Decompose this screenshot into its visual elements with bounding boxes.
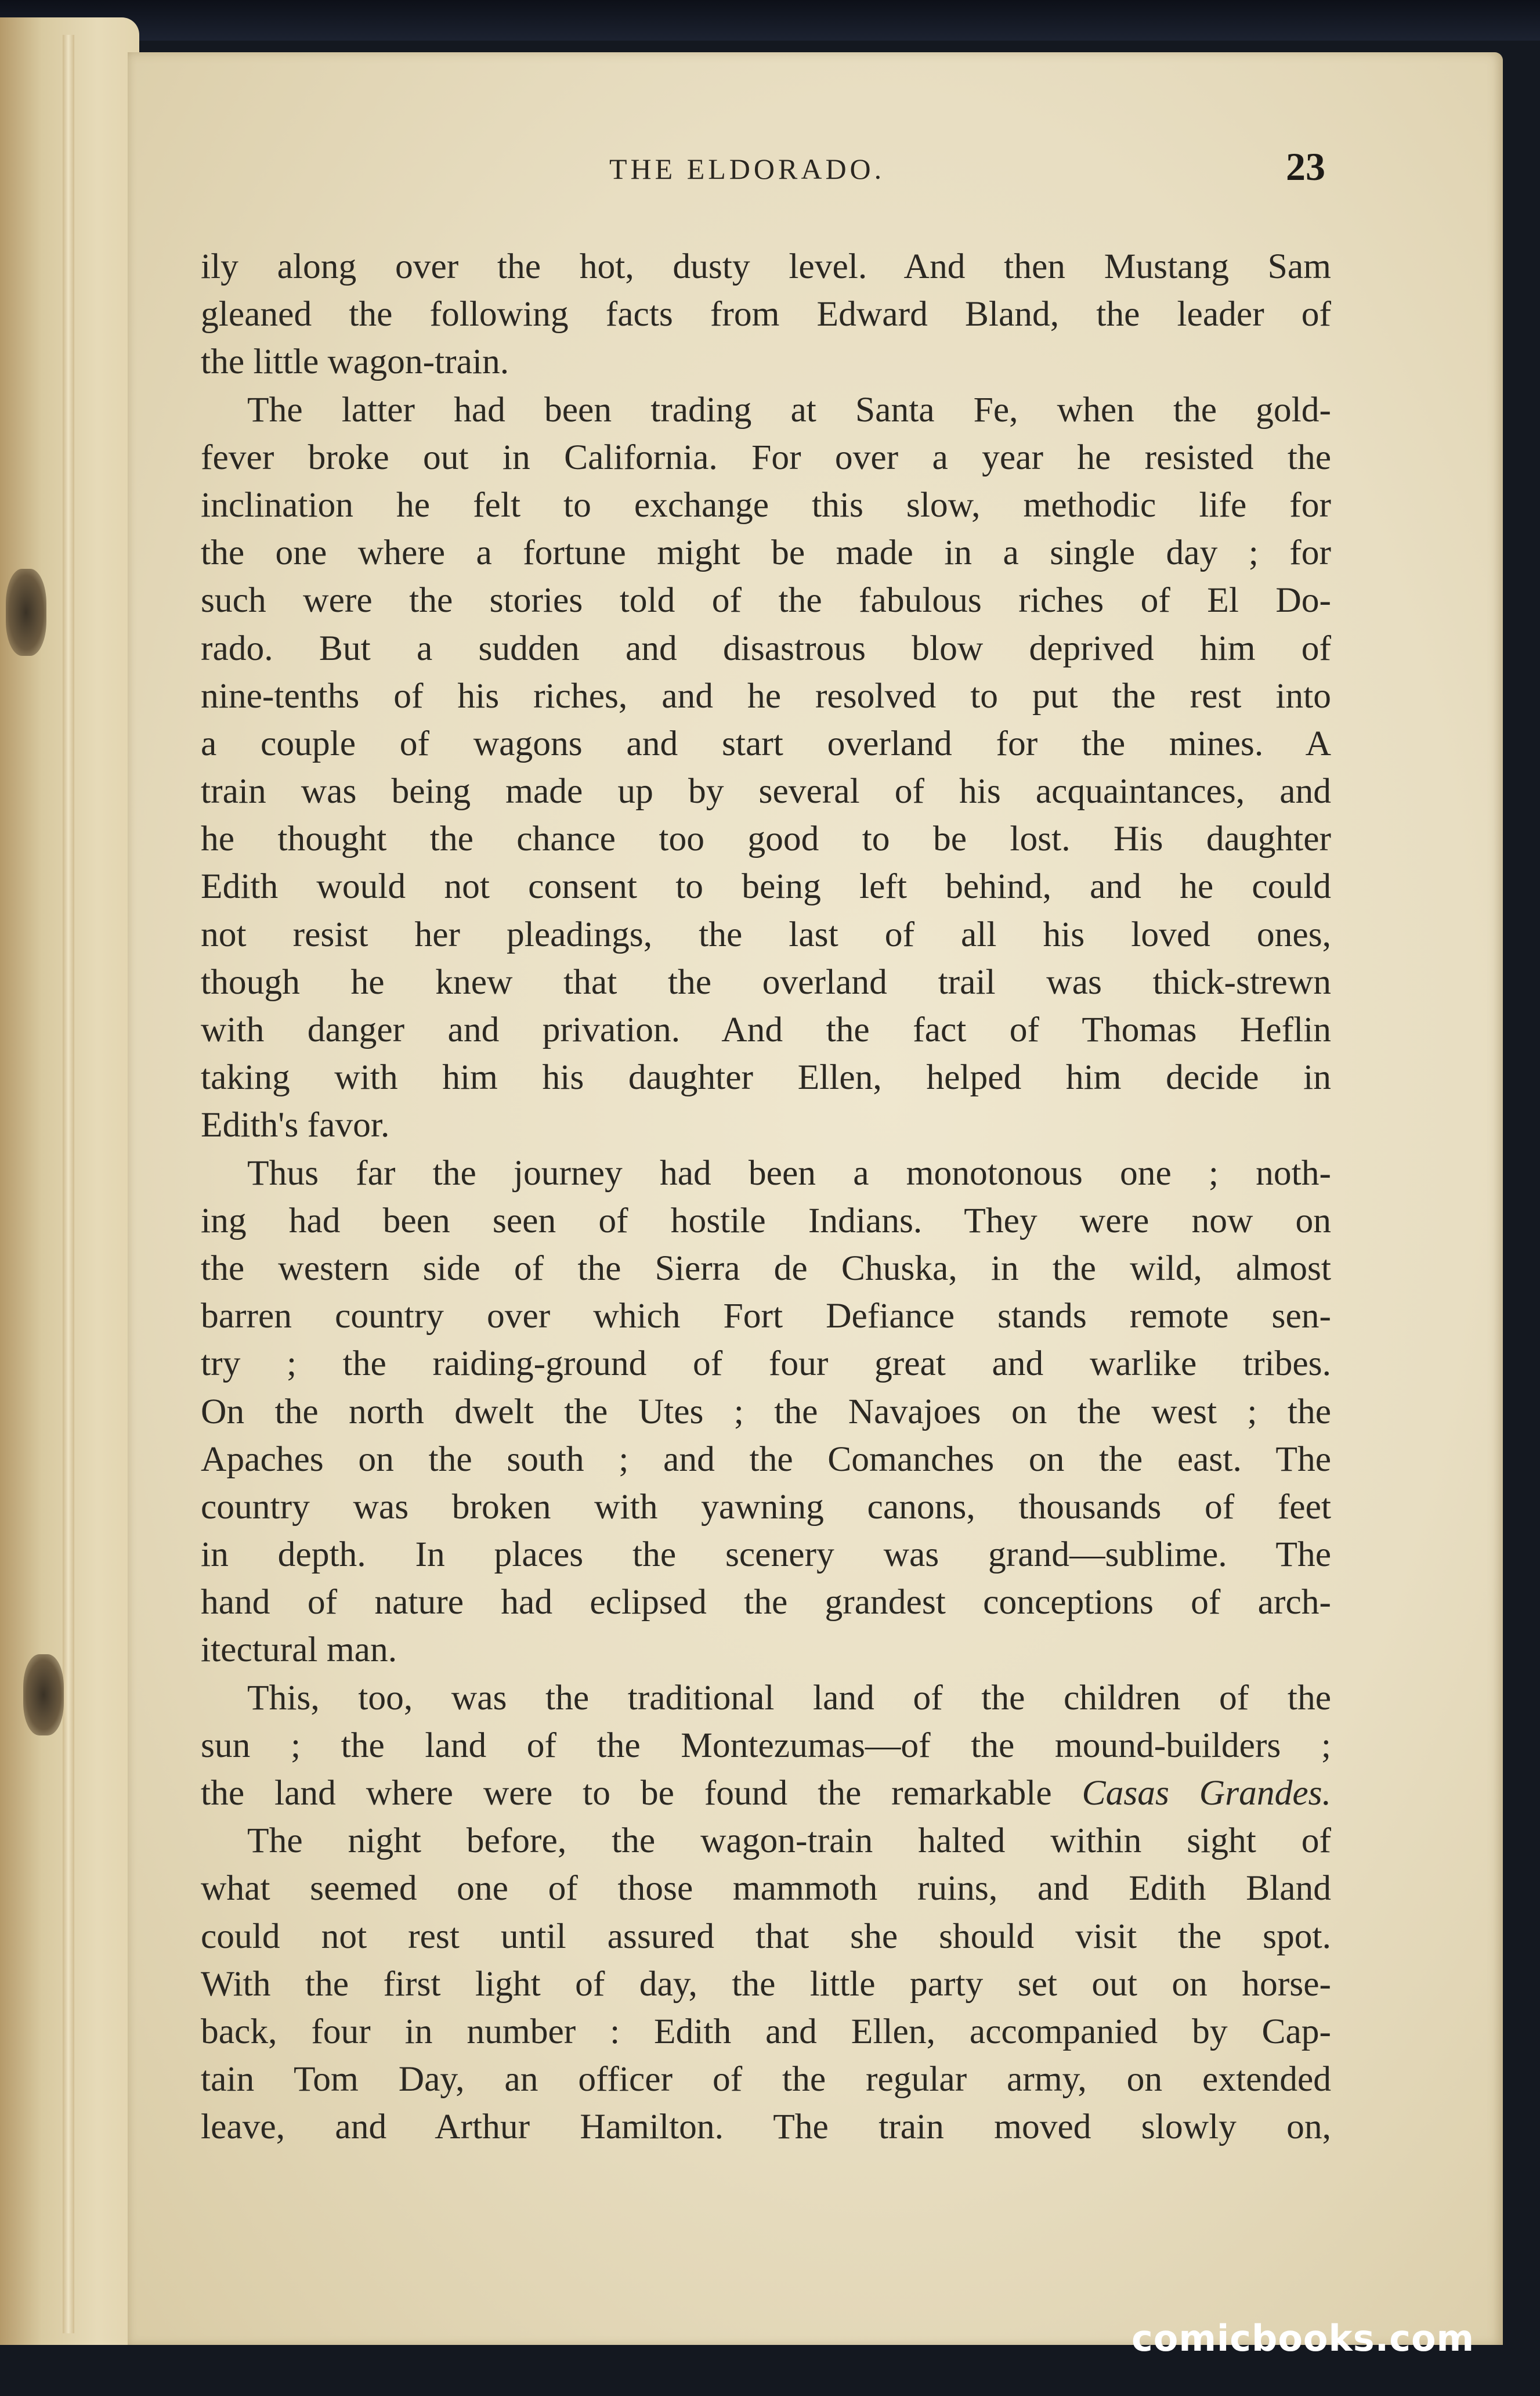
text-line xyxy=(201,1531,1331,1578)
text-line-content: such were the stories told of the fabulous riches of El Do- xyxy=(201,580,1331,620)
text-line-content: The night before, the wagon-train halted within sight of xyxy=(247,1821,1331,1861)
text-line xyxy=(201,1483,1331,1531)
text-line-content: Edith's favor. xyxy=(201,1105,390,1145)
text-line-content: barren country over which Fort Defiance stands remote sen- xyxy=(201,1296,1331,1336)
text-line xyxy=(201,2103,1331,2150)
text-line-content: rado. But a sudden and disastrous blow deprived him of xyxy=(201,628,1331,668)
text-line xyxy=(201,1578,1331,1626)
text-line xyxy=(201,481,1331,529)
binding-stitch-hole xyxy=(6,569,46,656)
binding-stitch-hole xyxy=(23,1654,64,1735)
text-line-content: with danger and privation. And the fact of Thomas Heflin xyxy=(201,1010,1331,1049)
text-line-content: train was being made up by several of his acquaintances, and xyxy=(201,771,1331,811)
text-line-content: the little wagon-train. xyxy=(201,342,509,382)
text-line xyxy=(201,338,1331,385)
text-line-content: try ; the raiding-ground of four great and warlike tribes. xyxy=(201,1344,1331,1384)
text-line xyxy=(201,1435,1331,1483)
text-line xyxy=(201,529,1331,576)
text-line xyxy=(201,2008,1331,2055)
text-line-content: not resist her pleadings, the last of all his loved ones, xyxy=(201,914,1331,954)
text-line-content: With the first light of day, the little party set out on horse- xyxy=(201,1964,1331,2004)
page-number: 23 xyxy=(1286,145,1325,189)
text-line xyxy=(201,290,1331,338)
text-line xyxy=(201,1101,1331,1149)
text-line xyxy=(201,434,1331,481)
text-line-content: a couple of wagons and start overland for the mines. A xyxy=(201,723,1331,763)
text-line-content: The latter had been trading at Santa Fe, when the gold- xyxy=(247,389,1331,430)
text-line-content: itectural man. xyxy=(201,1630,397,1670)
text-line-content: gleaned the following facts from Edward Bland, the leader of xyxy=(201,294,1331,334)
text-line xyxy=(201,386,1331,434)
text-line xyxy=(201,243,1331,290)
text-line-content: could not rest until assured that she should visit the spot. xyxy=(201,1916,1331,1956)
scan-top-border xyxy=(0,0,1540,41)
spine-fold xyxy=(63,35,74,2333)
text-line-content: taking with him his daughter Ellen, helped him decide in xyxy=(201,1058,1331,1098)
text-line xyxy=(201,911,1331,958)
text-line-content: tain Tom Day, an officer of the regular army, on extended xyxy=(201,2059,1331,2099)
text-line xyxy=(201,1674,1331,1722)
text-line xyxy=(201,1960,1331,2008)
text-line xyxy=(201,720,1331,767)
text-line-content: ily along over the hot, dusty level. And then Mustang Sam xyxy=(201,247,1331,286)
text-line-content: though he knew that the overland trail was thick-strewn xyxy=(201,962,1331,1002)
text-line-content: Thus far the journey had been a monotonous one ; noth- xyxy=(247,1153,1331,1193)
text-line xyxy=(201,576,1331,624)
text-line xyxy=(201,1388,1331,1435)
site-watermark: comicbooks.com xyxy=(1131,2317,1475,2359)
text-line xyxy=(201,625,1331,672)
text-line-content: country was broken with yawning canons, thousands of feet xyxy=(201,1486,1331,1527)
text-line-content: This, too, was the traditional land of the children of the xyxy=(247,1677,1331,1717)
running-header: THE ELDORADO. xyxy=(609,153,885,185)
text-line-content: fever broke out in California. For over a year he resisted the xyxy=(201,437,1331,477)
text-line-content: hand of nature had eclipsed the grandest conceptions of arch- xyxy=(201,1582,1331,1622)
text-line xyxy=(201,1722,1331,1769)
text-line-content: what seemed one of those mammoth ruins, and Edith Bland xyxy=(201,1868,1331,1908)
text-line xyxy=(201,815,1331,863)
text-line-content: the western side of the Sierra de Chuska, in the wild, almost xyxy=(201,1248,1331,1288)
text-line xyxy=(201,1053,1331,1101)
text-line-content: the land where were to be found the remarkable xyxy=(201,1773,1082,1813)
text-line xyxy=(201,1340,1331,1387)
text-line-content: nine-tenths of his riches, and he resolved to put the rest into xyxy=(201,676,1331,716)
text-line-content: On the north dwelt the Utes ; the Navajoes on the west ; the xyxy=(201,1391,1331,1431)
body-text xyxy=(201,243,1331,2151)
text-line xyxy=(201,863,1331,910)
text-line xyxy=(201,2055,1331,2103)
text-line xyxy=(201,1197,1331,1244)
text-line-content: in depth. In places the scenery was grand—sublime. The xyxy=(201,1535,1331,1575)
text-line xyxy=(201,1292,1331,1340)
text-line xyxy=(201,1244,1331,1292)
text-line xyxy=(201,1817,1331,1864)
text-line xyxy=(201,1769,1331,1817)
text-line xyxy=(201,672,1331,720)
text-line-content: inclination he felt to exchange this slow, methodic life for xyxy=(201,485,1331,525)
text-line-content: Apaches on the south ; and the Comanches on the east. The xyxy=(201,1439,1331,1479)
text-line-content: Edith would not consent to being left behind, and he could xyxy=(201,867,1331,907)
text-line-content: sun ; the land of the Montezumas—of the mound-builders ; xyxy=(201,1725,1331,1765)
text-line-content: ing had been seen of hostile Indians. They were now on xyxy=(201,1200,1331,1240)
text-line xyxy=(201,1626,1331,1673)
text-line-content: back, four in number : Edith and Ellen, accompanied by Cap- xyxy=(201,2011,1331,2051)
text-line-content: he thought the chance too good to be lost. His daughter xyxy=(201,819,1331,859)
text-line xyxy=(201,958,1331,1006)
text-line xyxy=(201,1864,1331,1912)
text-line xyxy=(201,767,1331,815)
italic-text: Casas Grandes. xyxy=(1082,1773,1331,1813)
text-line xyxy=(201,1913,1331,1960)
text-line-content: leave, and Arthur Hamilton. The train moved slowly on, xyxy=(201,2107,1331,2147)
text-line xyxy=(201,1006,1331,1053)
text-line-content: the one where a fortune might be made in a single day ; for xyxy=(201,533,1331,573)
text-line xyxy=(201,1149,1331,1197)
